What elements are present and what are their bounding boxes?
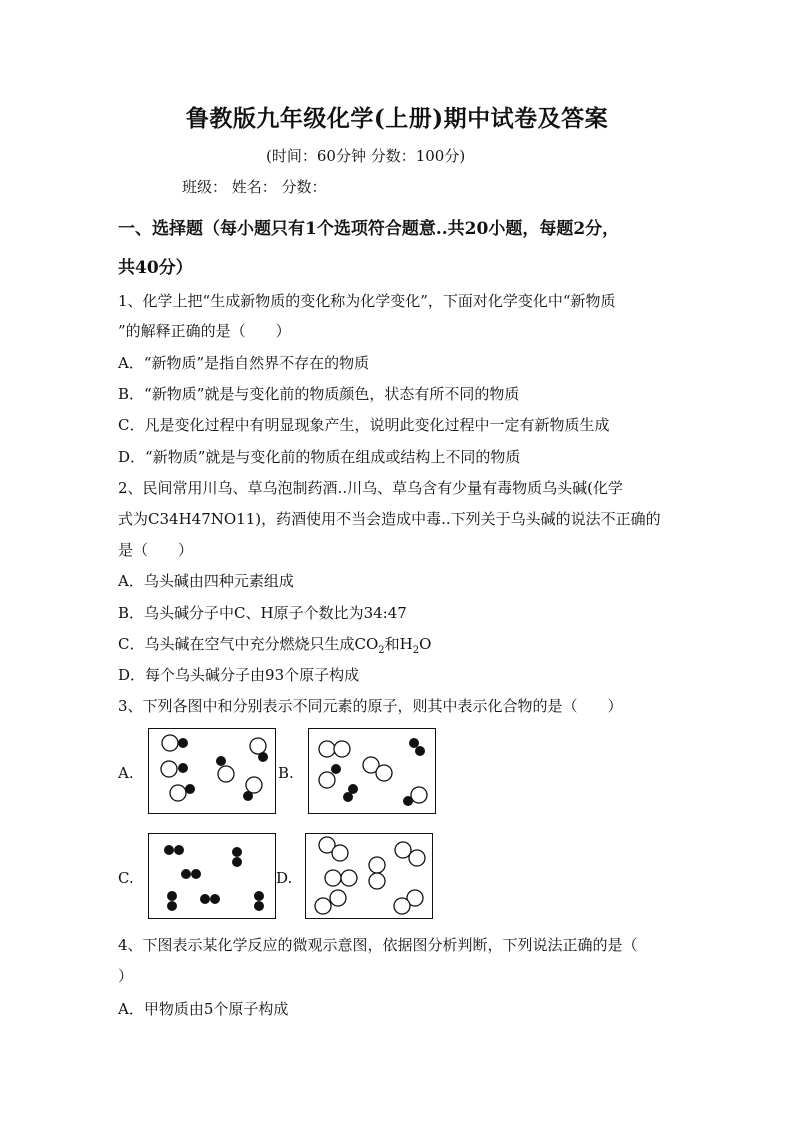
q1-option-a: A．“新物质”是指自然界不存在的物质 [118,354,370,372]
q4-option-a: A．甲物质由5个原子构成 [118,1000,289,1018]
black-atom [243,791,253,801]
black-atom [164,845,174,855]
white-atom [394,898,410,914]
q3-label-b: B. [278,764,294,782]
q3-diagram-d-molecules [306,834,432,918]
section-heading-line1: 一、选择题（每小题只有1个选项符合题意..共20小题，每题2分， [118,219,620,239]
q2-option-b: B．乌头碱分子中C、H原子个数比为34:47 [118,604,407,622]
q3-label-a: A. [118,764,134,782]
black-atom [174,845,184,855]
white-atom [162,735,178,751]
black-atom [178,738,188,748]
q1-stem-line2: ”的解释正确的是（ ） [118,322,291,340]
q3-label-c: C. [118,869,134,887]
q2-stem-line1: 2、民间常用川乌、草乌泡制药酒..川乌、草乌含有少量有毒物质乌头碱(化学 [118,479,623,497]
black-atom [210,894,220,904]
black-atom [181,869,191,879]
black-atom [258,752,268,762]
q3-diagram-a-molecules [149,729,275,813]
q2-option-c-suffix: O [419,635,432,653]
black-atom [167,901,177,911]
q1-option-c: C．凡是变化过程中有明显现象产生，说明此变化过程中一定有新物质生成 [118,416,610,434]
white-atom [369,873,385,889]
white-atom [315,898,331,914]
black-atom [216,756,226,766]
q4-stem-line2: ） [118,967,134,985]
time-score-line: (时间：60分钟 分数：100分) [266,147,466,165]
white-atom [246,777,262,793]
black-atom [403,796,413,806]
white-atom [411,787,427,803]
white-atom [409,850,425,866]
q3-diagram-c-molecules [149,834,275,918]
q3-diagram-d [305,833,433,919]
q2-option-d: D．每个乌头碱分子由93个原子构成 [118,666,360,684]
student-info-line: 班级： 姓名： 分数： [182,178,327,196]
white-atom [319,772,335,788]
q1-option-d: D．“新物质”就是与变化前的物质在组成或结构上不同的物质 [118,448,521,466]
black-atom [254,891,264,901]
q2-stem-line3: 是（ ） [118,541,194,559]
q2-option-c-sub2: 2 [412,645,420,656]
black-atom [200,894,210,904]
q3-diagram-b [308,728,436,814]
black-atom [254,901,264,911]
q2-option-c-prefix: C．乌头碱在空气中充分燃烧只生成CO [118,635,379,653]
white-atom [369,857,385,873]
white-atom [319,741,335,757]
q1-stem-line1: 1、化学上把“生成新物质的变化称为化学变化”，下面对化学变化中“新物质 [118,292,616,310]
white-atom [330,890,346,906]
white-atom [218,766,234,782]
black-atom [409,738,419,748]
q3-diagram-a [148,728,276,814]
white-atom [376,765,392,781]
black-atom [415,746,425,756]
black-atom [232,847,242,857]
q3-diagram-c [148,833,276,919]
black-atom [178,763,188,773]
white-atom [332,845,348,861]
q2-option-a: A．乌头碱由四种元素组成 [118,572,294,590]
black-atom [167,891,177,901]
white-atom [170,785,186,801]
q1-option-b: B．“新物质”就是与变化前的物质颜色，状态有所不同的物质 [118,385,520,403]
white-atom [325,870,341,886]
black-atom [331,764,341,774]
white-atom [334,741,350,757]
q2-option-c-mid: 和H [384,635,413,653]
section-heading-line2: 共40分） [118,258,193,278]
black-atom [343,792,353,802]
white-atom [395,842,411,858]
q3-stem-line1: 3、下列各图中和分别表示不同元素的原子，则其中表示化合物的是（ ） [118,697,623,715]
white-atom [250,738,266,754]
q2-option-c-sub1: 2 [378,645,385,656]
q4-stem-line1: 4、下图表示某化学反应的微观示意图，依据图分析判断，下列说法正确的是（ [118,936,638,954]
white-atom [161,761,177,777]
black-atom [185,784,195,794]
q3-diagram-b-molecules [309,729,435,813]
q3-label-d: D. [276,869,293,887]
q2-stem-line2: 式为C34H47NO11)，药酒使用不当会造成中毒..下列关于乌头碱的说法不正确的 [118,510,661,528]
white-atom [341,870,357,886]
black-atom [232,857,242,867]
q2-option-c [118,633,431,656]
black-atom [191,869,201,879]
exam-title: 鲁教版九年级化学(上册)期中试卷及答案 [185,105,609,132]
